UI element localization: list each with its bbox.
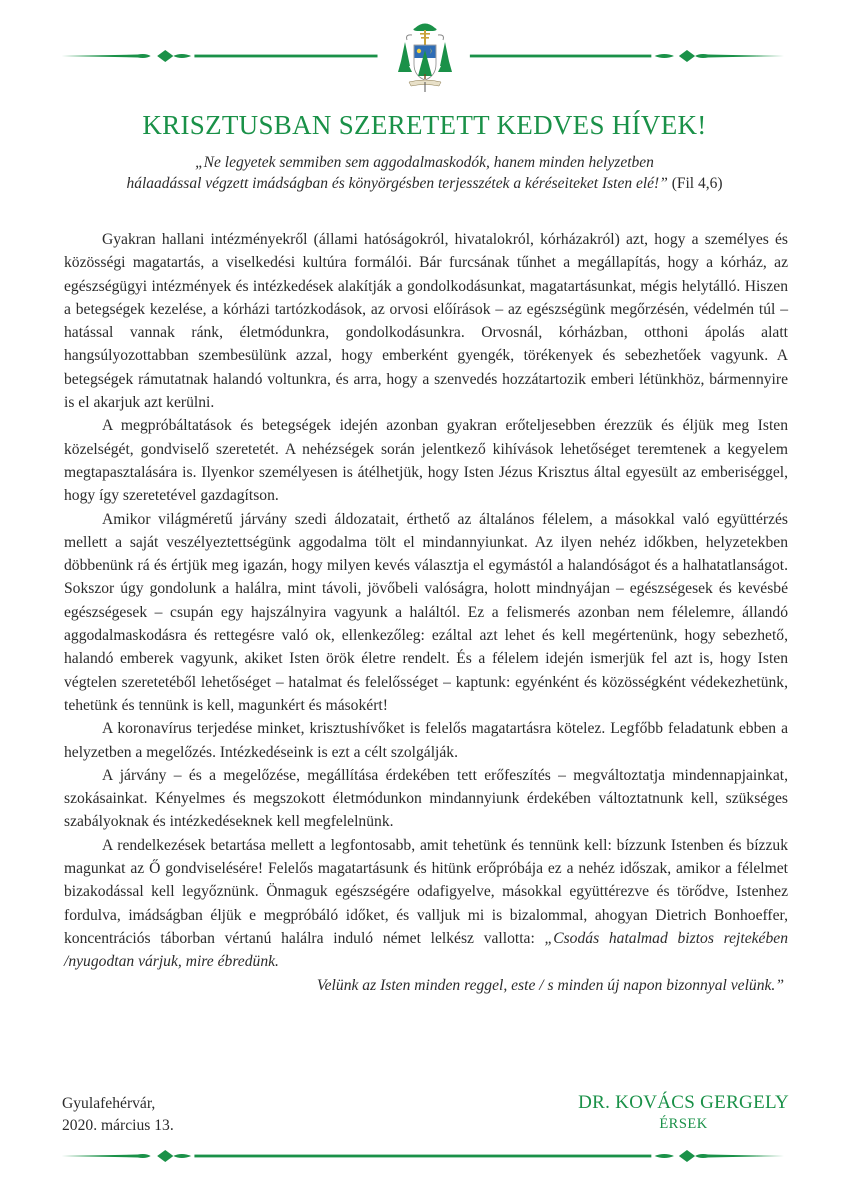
- poem-line-1: „Csodás hatalmad biztos rejtekében /nyugodtan várjuk, mire ébredünk.: [64, 929, 788, 971]
- paragraph: Amikor világméretű járvány szedi áldozatait, érthető az általános félelem, a másokkal való együttérzés mellett a saját veszélyeztettségünk aggodalma tölt el mindannyiunkat. Az ilyen nehéz időkben, helyzetekben döbbenünk rá és értjük meg igazán, hogy milyen kevés választja el egymástól a halandóságot és a halhatatlanságot. Sokszor úgy gondolunk a halálra, mint távoli, jövőbeli valóságra, holott mindnyájan – egészségesek és kevésbé egészségesek – csupán egy hajszálnyira vagyunk a haláltól. Ez a felismerés azonban nem félelemre, állandó aggodalmaskodásra és rettegésre való ok, ellenkezőleg: ezáltal azt lehet és kell megértenünk, hogy sebezhető, halandó emberek vagyunk, akiket Isten örök életre rendelt. És a félelem idején ismerjük fel azt is, hogy Isten végtelen szeretetéből lehetőséget – hatalmat és felelősséget – kaptunk: egyénként és közösségként védekezhetünk, tehetünk és tennünk is kell, magunkért és másokért!: [64, 510, 788, 714]
- poem-line-2: Velünk az Isten minden reggel, este / s minden új napon bizonnyal velünk.”: [316, 976, 784, 994]
- bible-motto: [0, 152, 849, 194]
- motto-reference: (Fil 4,6): [671, 175, 723, 192]
- motto-line-2: [0, 173, 849, 194]
- left-ornament-icon: [62, 50, 378, 62]
- place: Gyulafehérvár,: [62, 1095, 156, 1112]
- right-ornament-icon: [470, 50, 784, 62]
- date: 2020. március 13.: [62, 1117, 174, 1134]
- bottom-ornamental-divider: [0, 1144, 849, 1168]
- coat-of-arms-icon: [395, 20, 455, 96]
- paragraph: A koronavírus terjedése minket, krisztushívőket is felelős magatartásra kötelez. Legfőbb feladatunk ebben a helyzetben a megelőzés. Intézkedéseink is ezt a célt szolgálják.: [64, 720, 788, 761]
- letter-body: [64, 228, 788, 997]
- final-paragraph-text: A rendelkezések betartása mellett a legfontosabb, amit tehetünk és tennünk kell: bízzunk Istenben és bízzuk magunkat az Ő gondviselésére! Felelős magatartásunk és hitünk erőpróbája ez a nehéz időszak, amikor a félelmet bizakodással kell legyőznünk. Önmaguk egészségére odafigyelve, másokkal együttérezve és törődve, Istenhez fordulva, imádságban éljük e megpróbáló időket, és valljuk mi is bizalommal, ahogyan Dietrich Bonhoeffer, koncentrációs táborban vértanú halálra induló német lelkész vallotta:: [64, 836, 788, 947]
- signature-block: [578, 1092, 789, 1134]
- motto-line-2-text: hálaadással végzett imádságban és könyörgésben terjesszétek a kéréseiteket Isten elé!”: [126, 175, 668, 192]
- paragraph: A megpróbáltatások és betegségek idején azonban gyakran erőteljesebben érezzük és éljük meg Isten közelségét, gondviselő szeretetét. A nehézségek során jelentkező kihívások lehetőséget teremtenek a kegyelem megtapasztalására is. Ilyenkor személyesen is átélhetjük, hogy Isten Jézus Krisztus által egyesült az emberiséggel, hogy így szeretetével gazdagítson.: [64, 417, 788, 505]
- motto-line-1: „Ne legyetek semmiben sem aggodalmaskodók, hanem minden helyzetben: [195, 154, 654, 171]
- signer-title: ÉRSEK: [659, 1116, 708, 1132]
- paragraph: Gyakran hallani intézményekről (állami hatóságokról, hivatalokról, kórházakról) azt, hogy a személyes és közösségi magatartás, a viselkedési kultúra formálói. Bár furcsának tűnhet a megállapítás, hogy a kórház, az egészségügyi intézmények és intézkedések alakítják a gondolkodásunkat, magatartásunkat, mégis helytálló. Hiszen a betegségek kezelése, a kórházi tartózkodások, az orvosi előírások – az egészségünk megőrzésén, védelmén túl – hatással vannak ránk, életmódunkra, gondolkodásunkra. Orvosnál, kórházban, otthoni ápolás alatt hangsúlyozottabban szembesülünk azzal, hogy emberként gyengék, törékenyek és sebezhetőek vagyunk. A betegségek rámutatnak halandó voltunkra, és arra, hogy a szenvedés hozzátartozik emberi létünkhöz, bármennyire is el akarjuk azt kerülni.: [64, 231, 788, 412]
- bottom-ornament-icon: [62, 1150, 785, 1162]
- place-and-date: [62, 1093, 174, 1137]
- paragraph: A járvány – és a megelőzése, megállítása érdekében tett erőfeszítés – megváltoztatja mindennapjainkat, szokásainkat. Kényelmes és megszokott életmódunkon mindannyiunk érdekében változtatnunk kell, szükséges szabályoknak és intézkedéseknek kell megfelelnünk.: [64, 766, 788, 831]
- signer-name: DR. KOVÁCS GERGELY: [578, 1092, 789, 1113]
- page-title: KRISZTUSBAN SZERETETT KEDVES HÍVEK!: [142, 110, 707, 140]
- final-paragraph: [64, 834, 788, 997]
